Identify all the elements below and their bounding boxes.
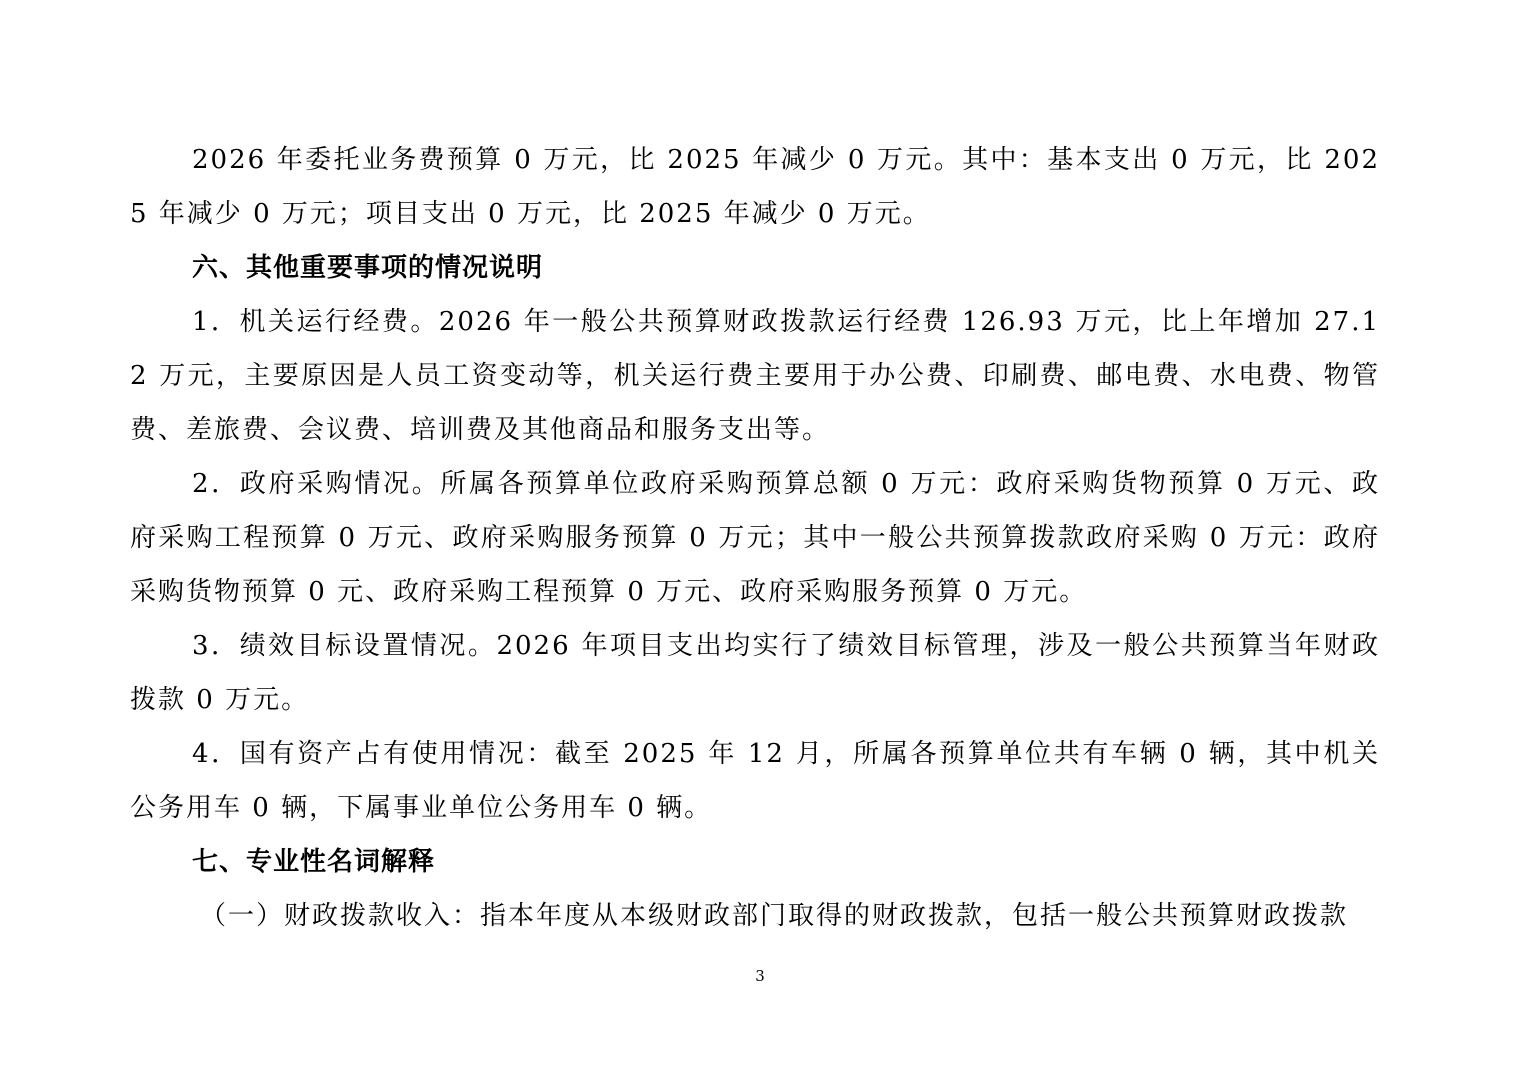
paragraph-performance-goals: 3．绩效目标设置情况。2026 年项目支出均实行了绩效目标管理，涉及一般公共预算当年财政拨款 0 万元。 [130,631,1380,715]
paragraph-commission-fee: 2026 年委托业务费预算 0 万元，比 2025 年减少 0 万元。其中：基本支出 0 万元，比 2025 年减少 0 万元；项目支出 0 万元，比 2025 年减少 0 万元。 [130,145,1380,229]
section-heading-other-matters: 六、其他重要事项的情况说明 [192,253,544,283]
paragraph-fiscal-appropriation-income: （一）财政拨款收入：指本年度从本级财政部门取得的财政拨款，包括一般公共预算财政拨款 [200,901,1349,931]
paragraph-operating-expenses: 1．机关运行经费。2026 年一般公共预算财政拨款运行经费 126.93 万元，比上年增加 27.12 万元，主要原因是人员工资变动等，机关运行费主要用于办公费、印刷费、邮电费、水电费、物管费、差旅费、会议费、培训费及其他商品和服务支出等。 [130,307,1380,445]
paragraph-government-procurement: 2．政府采购情况。所属各预算单位政府采购预算总额 0 万元：政府采购货物预算 0 万元、政府采购工程预算 0 万元、政府采购服务预算 0 万元；其中一般公共预算拨款政府采购 0 万元：政府采购货物预算 0 元、政府采购工程预算 0 万元、政府采购服务预算 0 万元。 [130,469,1380,607]
paragraph-state-assets: 4．国有资产占有使用情况：截至 2025 年 12 月，所属各预算单位共有车辆 0 辆，其中机关公务用车 0 辆，下属事业单位公务用车 0 辆。 [130,739,1380,823]
document-body [130,133,1380,943]
section-heading-terminology: 七、专业性名词解释 [192,847,436,877]
page-number: 3 [755,967,765,985]
